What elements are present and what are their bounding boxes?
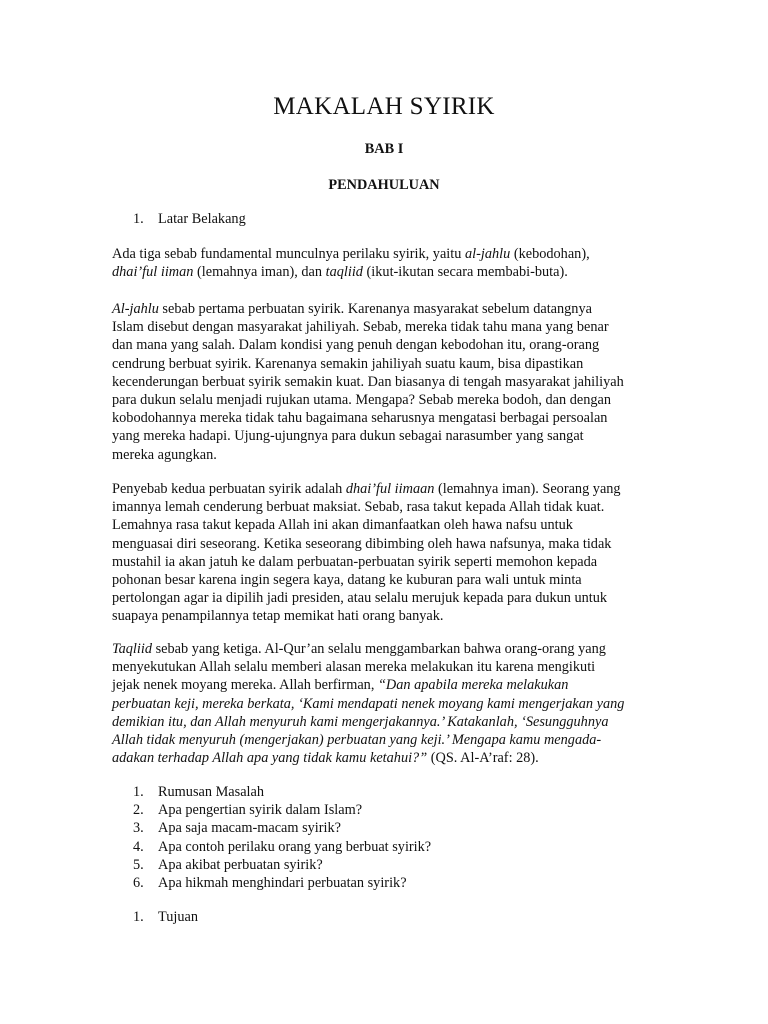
list-item bbox=[133, 801, 431, 819]
italic-text: Allah tidak menyuruh (mengerjakan) perbuatan yang keji.’ Mengapa kamu mengada- bbox=[112, 732, 602, 749]
paragraph-line bbox=[112, 409, 692, 427]
paragraph-line bbox=[112, 498, 692, 516]
text-run: dan mana yang salah. Dalam kondisi yang penuh dengan kebodohan itu, orang-orang bbox=[112, 337, 600, 354]
list-number: 1. bbox=[133, 784, 144, 800]
paragraph-line bbox=[112, 749, 692, 767]
text-run: para dukun selalu menjadi rujukan utama. Mengapa? Sebab mereka bodoh, dan dengan bbox=[112, 392, 612, 409]
paragraph-line bbox=[112, 336, 692, 354]
list-number: 1. bbox=[133, 909, 144, 925]
document-title: MAKALAH SYIRIK bbox=[273, 93, 495, 120]
paragraph-2 bbox=[112, 300, 692, 464]
text-run: Ada tiga sebab fundamental munculnya perilaku syirik, yaitu bbox=[112, 246, 465, 262]
text-run: (lemahnya iman), dan bbox=[193, 264, 326, 281]
text-run: (QS. Al-A’raf: 28). bbox=[427, 750, 539, 767]
section-tujuan bbox=[133, 908, 198, 926]
text-run: pohonan besar karena ingin segera kaya, datang ke kuburan para wali untuk minta bbox=[112, 572, 582, 589]
paragraph-line bbox=[112, 676, 692, 694]
italic-text: demikian itu, dan Allah menyuruh kami mengerjakannya.’ Katakanlah, ‘Sesungguhnya bbox=[112, 713, 609, 730]
paragraph-line bbox=[112, 640, 692, 658]
paragraph-line bbox=[112, 535, 692, 553]
italic-text: “Dan apabila mereka melakukan bbox=[377, 677, 569, 694]
text-run: cendrung berbuat syirik. Karenanya semakin jahiliyah suatu kaum, bisa dipastikan bbox=[112, 355, 584, 372]
italic-text: taqliid bbox=[325, 264, 363, 281]
list-number: 1. bbox=[133, 211, 144, 227]
paragraph-line bbox=[112, 263, 692, 281]
paragraph-line bbox=[112, 373, 692, 391]
paragraph-line bbox=[112, 427, 692, 445]
text-run: menyekutukan Allah selalu memberi alasan mereka melakukan itu karena mengikuti bbox=[112, 659, 596, 676]
paragraph-line bbox=[112, 245, 692, 263]
rumusan-masalah-list bbox=[133, 783, 431, 892]
text-run: Lemahnya rasa takut kepada Allah ini akan dimanfaatkan oleh hawa nafsu untuk bbox=[112, 517, 573, 534]
list-text: Apa saja macam-macam syirik? bbox=[158, 820, 341, 837]
list-text: Rumusan Masalah bbox=[158, 784, 265, 800]
text-run: mereka agungkan. bbox=[112, 446, 217, 463]
italic-text: perbuatan keji, mereka berkata, ‘Kami mendapati nenek moyang kami mengerjakan yang bbox=[112, 695, 625, 712]
list-text: Tujuan bbox=[158, 909, 198, 925]
list-item bbox=[133, 856, 431, 874]
paragraph-line bbox=[112, 731, 692, 749]
paragraph-line bbox=[112, 446, 692, 464]
list-item bbox=[133, 874, 431, 892]
italic-text: adakan terhadap Allah apa yang tidak kamu ketahui?” bbox=[112, 750, 428, 767]
text-run: (lemahnya iman). Seorang yang bbox=[434, 481, 621, 497]
paragraph-line bbox=[112, 516, 692, 534]
paragraph-1 bbox=[112, 245, 692, 281]
text-run: (kebodohan), bbox=[510, 246, 590, 262]
list-text: Apa contoh perilaku orang yang berbuat syirik? bbox=[158, 838, 432, 855]
list-item bbox=[133, 783, 431, 801]
paragraph-line bbox=[112, 607, 692, 625]
list-number: 3. bbox=[133, 820, 144, 837]
paragraph-line bbox=[112, 713, 692, 731]
text-run: sebab pertama perbuatan syirik. Karenanya masyarakat sebelum datangnya bbox=[158, 301, 592, 317]
paragraph-line bbox=[112, 318, 692, 336]
list-number: 4. bbox=[133, 838, 144, 855]
section-latar-belakang bbox=[133, 210, 246, 228]
list-text: Apa pengertian syirik dalam Islam? bbox=[158, 802, 363, 819]
italic-text: dhai’ful iimaan bbox=[345, 481, 435, 497]
paragraph-line bbox=[112, 355, 692, 373]
text-run: imannya lemah cenderung berbuat maksiat. Sebab, rasa takut kepada Allah tidak kuat. bbox=[112, 499, 605, 516]
list-number: 6. bbox=[133, 874, 144, 891]
paragraph-line bbox=[112, 480, 692, 498]
list-number: 2. bbox=[133, 802, 144, 819]
list-text: Apa hikmah menghindari perbuatan syirik? bbox=[158, 874, 407, 891]
paragraph-line bbox=[112, 589, 692, 607]
paragraph-3 bbox=[112, 480, 692, 626]
italic-text: al-jahlu bbox=[464, 246, 511, 262]
text-run: jejak nenek moyang mereka. Allah berfirman, bbox=[112, 677, 378, 694]
paragraph-line bbox=[112, 695, 692, 713]
text-run: menguasai diri seseorang. Ketika seseorang dibimbing oleh hawa nafsunya, maka tidak bbox=[112, 535, 612, 552]
text-run: Islam disebut dengan masyarakat jahiliyah. Sebab, mereka tidak tahu mana yang benar bbox=[112, 319, 609, 336]
list-text: Latar Belakang bbox=[158, 211, 246, 227]
text-run: mustahil ia akan jatuh ke dalam perbuatan-perbuatan syirik seperti memohon kepada bbox=[112, 553, 598, 570]
paragraph-line bbox=[112, 658, 692, 676]
list-item bbox=[133, 210, 246, 228]
italic-text: dhai’ful iiman bbox=[112, 264, 194, 281]
italic-text: Taqliid bbox=[112, 641, 153, 657]
paragraph-line bbox=[112, 300, 692, 318]
list-item bbox=[133, 819, 431, 837]
text-run: Penyebab kedua perbuatan syirik adalah bbox=[112, 481, 346, 497]
paragraph-line bbox=[112, 571, 692, 589]
text-run: kobodohannya mereka tidak tahu bagaimana seharusnya mengatasi berbagai persoalan bbox=[112, 410, 608, 427]
text-run: pertolongan agar ia dipilih jadi presiden, atau selalu merujuk kepada para dukun untuk bbox=[112, 590, 608, 607]
list-item bbox=[133, 838, 431, 856]
list-number: 5. bbox=[133, 856, 144, 873]
text-run: kecenderungan berbuat syirik semakin kuat. Dan biasanya di tengah masyarakat jahiliyah bbox=[112, 373, 624, 390]
chapter-number: BAB I bbox=[364, 141, 404, 157]
list-item bbox=[133, 908, 198, 926]
italic-text: Al-jahlu bbox=[112, 301, 159, 317]
text-run: yang mereka hadapi. Ujung-ujungnya para dukun sebagai narasumber yang sangat bbox=[112, 428, 584, 445]
paragraph-line bbox=[112, 391, 692, 409]
text-run: suapaya penampilannya tetap memikat hati orang banyak. bbox=[112, 608, 444, 625]
paragraph-line bbox=[112, 553, 692, 571]
text-run: sebab yang ketiga. Al-Qur’an selalu menggambarkan bahwa orang-orang yang bbox=[152, 641, 606, 657]
chapter-title: PENDAHULUAN bbox=[328, 177, 440, 193]
paragraph-4 bbox=[112, 640, 692, 767]
text-run: (ikut-ikutan secara membabi-buta). bbox=[362, 264, 568, 281]
list-text: Apa akibat perbuatan syirik? bbox=[158, 856, 323, 873]
